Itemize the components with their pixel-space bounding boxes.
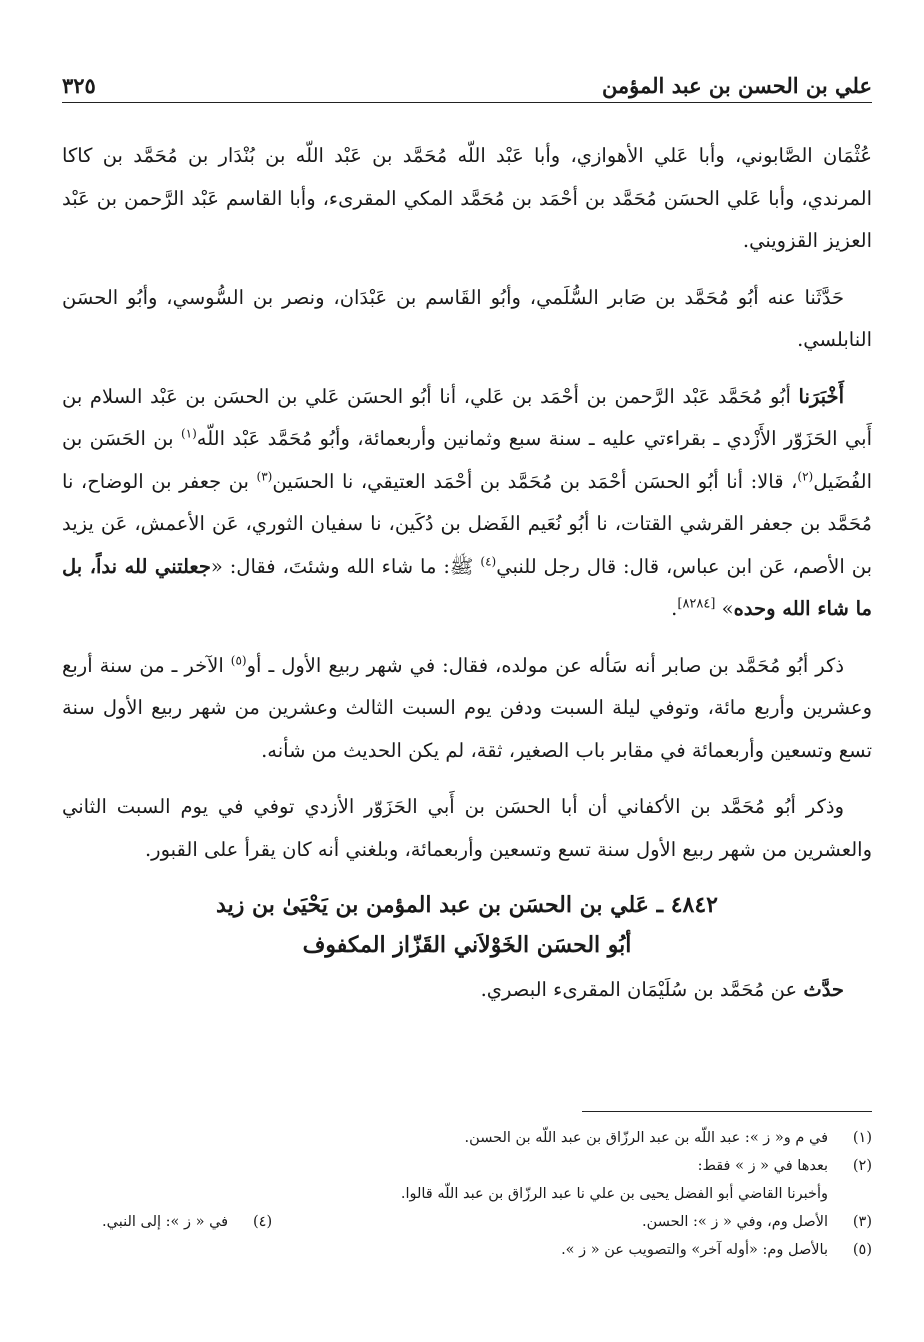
footnote-2-continuation: وأخبرنا القاضي أبو الفضل يحيى بن علي نا عبد الرزّاق بن عبد اللّه قالوا.	[400, 1186, 828, 1202]
paragraph-3	[62, 376, 872, 631]
p3-part-b: بن الحَسَن بن الفُضَيل	[62, 427, 873, 493]
footnotes	[62, 1124, 872, 1264]
footnote-row-3-4	[62, 1208, 872, 1236]
entry-heading	[62, 885, 872, 965]
footnote-ref-2[interactable]: (٢)	[797, 469, 814, 483]
footnote-2	[62, 1152, 872, 1180]
footnote-text: بالأصل وم: «أوله آخر» والتصويب عن « ز ».	[561, 1242, 828, 1258]
hadith-number: [٨٢٨٤]	[677, 596, 716, 612]
p3-part-f: »	[715, 597, 734, 620]
paragraph-2: حَدَّثَنا عنه أبُو مُحَمَّد بن صَابر السُّلَمي، وأبُو القَاسم بن عَبْدَان، ونصر بن السُّوسي، وأبُو الحسَن النابلسي.	[62, 285, 872, 351]
paragraph-4	[62, 645, 872, 773]
footnote-number: (٥)	[852, 1242, 872, 1258]
p3-part-e: ﷺ: ما شاء الله وشئتَ، فقال: «	[210, 554, 481, 578]
p4-part-b: الآخر ـ من سنة أربع وعشرين وأربع مائة، وتوفي ليلة السبت ودفن يوم السبت الثالث وعشرين من شهر ربيع الأول سنة تسع وتسعين وأربعمائة في مقابر باب الصغير، ثقة، لم يكن الحديث من شأنه.	[62, 653, 872, 762]
footnote-ref-5[interactable]: (٥)	[230, 653, 247, 667]
footnote-5	[62, 1236, 872, 1264]
footnote-4	[102, 1208, 272, 1236]
p3-part-a: أبُو مُحَمَّد عَبْد الرَّحمن بن أحْمَد بن عَلي، أنا أبُو الحسَن عَلي بن الحسَن بن عَبْد السلام بن أَبي الحَزَوّر الأَزْدي ـ بقراءتي عليه ـ سنة سبع وثمانين وأربعمائة، وأبُو مُحَمَّد عَبْد اللّه	[62, 384, 872, 450]
footnote-text: في م و« ز »: عبد اللّه بن عبد الرزّاق بن عبد اللّه بن الحسن.	[464, 1130, 828, 1146]
page-number: ٣٢٥	[62, 73, 96, 98]
footnote-text: في « ز »: إلى النبي.	[102, 1214, 229, 1230]
entry-heading-line-1: ٤٨٤٢ ـ عَلي بن الحسَن بن عبد المؤمن بن يَحْيَىٰ بن زيد	[216, 892, 718, 918]
p4-part-a: ذكر أبُو مُحَمَّد بن صابر أنه سَأله عن مولده، فقال: في شهر ربيع الأول ـ أو	[246, 653, 844, 677]
page-header	[62, 62, 872, 103]
paragraph-1: عُثْمَان الصَّابوني، وأبا عَلي الأهوازي، وأبا عَبْد اللّه مُحَمَّد بن عَبْد اللّه بن بُنْدَار بن مُحَمَّد بن كاكا المرندي، وأبا عَلي الحسَن مُحَمَّد بن أحْمَد بن مُحَمَّد المكي المقرىء، وأبا القاسم عَبْد الرَّحمن بن عَبْد العزيز القزويني.	[62, 144, 872, 252]
entry-heading-line-2: أبُو الحسَن الخَوْلاَني القَزّاز المكفوف	[302, 932, 632, 958]
footnote-text: بعدها في « ز » فقط:	[697, 1158, 828, 1174]
p3-part-g: .	[671, 597, 678, 620]
haddatha-lead: حدَّث	[803, 978, 844, 1001]
p3-part-c: ، قالا: أنا أبُو الحسَن أحْمَد بن مُحَمَّد بن أحْمَد العتيقي، نا الحسَين	[272, 469, 798, 493]
footnote-number: (٤)	[252, 1214, 273, 1230]
footnote-divider	[582, 1111, 872, 1112]
paragraph-5: وذكر أبُو مُحَمَّد بن الأكفاني أن أبا الحسَن بن أَبي الحَزَوّر الأزدي توفي في يوم السبت الثاني والعشرين من شهر ربيع الأول سنة تسع وتسعين وأربعمائة، وبلغني أنه كان يقرأ على القبور.	[62, 795, 872, 861]
hadith-quote: جعلتني لله نداً، بل ما شاء الله وحده	[62, 554, 872, 620]
footnote-3	[642, 1208, 872, 1236]
entry-text	[62, 969, 872, 1012]
entry-text-body: عن مُحَمَّد بن سُلَيْمَان المقرىء البصري.	[480, 978, 804, 1001]
footnote-ref-1[interactable]: (١)	[180, 426, 197, 441]
footnote-ref-4[interactable]: (٤)	[480, 554, 497, 568]
p3-part-d: بن جعفر بن الوضاح، نا مُحَمَّد بن جعفر القرشي القتات، نا أبُو نُعَيم الفَضل بن دُكَين، نا سفيان الثوري، عَن الأعمش، عَن يزيد بن الأصم، عَن ابن عباس، قال: قال رجل للنبي	[62, 469, 872, 578]
footnote-text: الأصل وم، وفي « ز »: الحسن.	[642, 1214, 828, 1230]
footnote-number: (١)	[852, 1130, 872, 1146]
footnote-1	[62, 1124, 872, 1152]
running-title: علي بن الحسن بن عبد المؤمن	[601, 73, 872, 98]
footnote-number: (٣)	[852, 1214, 872, 1230]
footnote-ref-3[interactable]: (٣)	[256, 469, 273, 483]
akhbarana-lead: أَخْبَرَنا	[798, 384, 844, 408]
footnote-number: (٢)	[852, 1158, 872, 1174]
main-text	[62, 135, 872, 1012]
